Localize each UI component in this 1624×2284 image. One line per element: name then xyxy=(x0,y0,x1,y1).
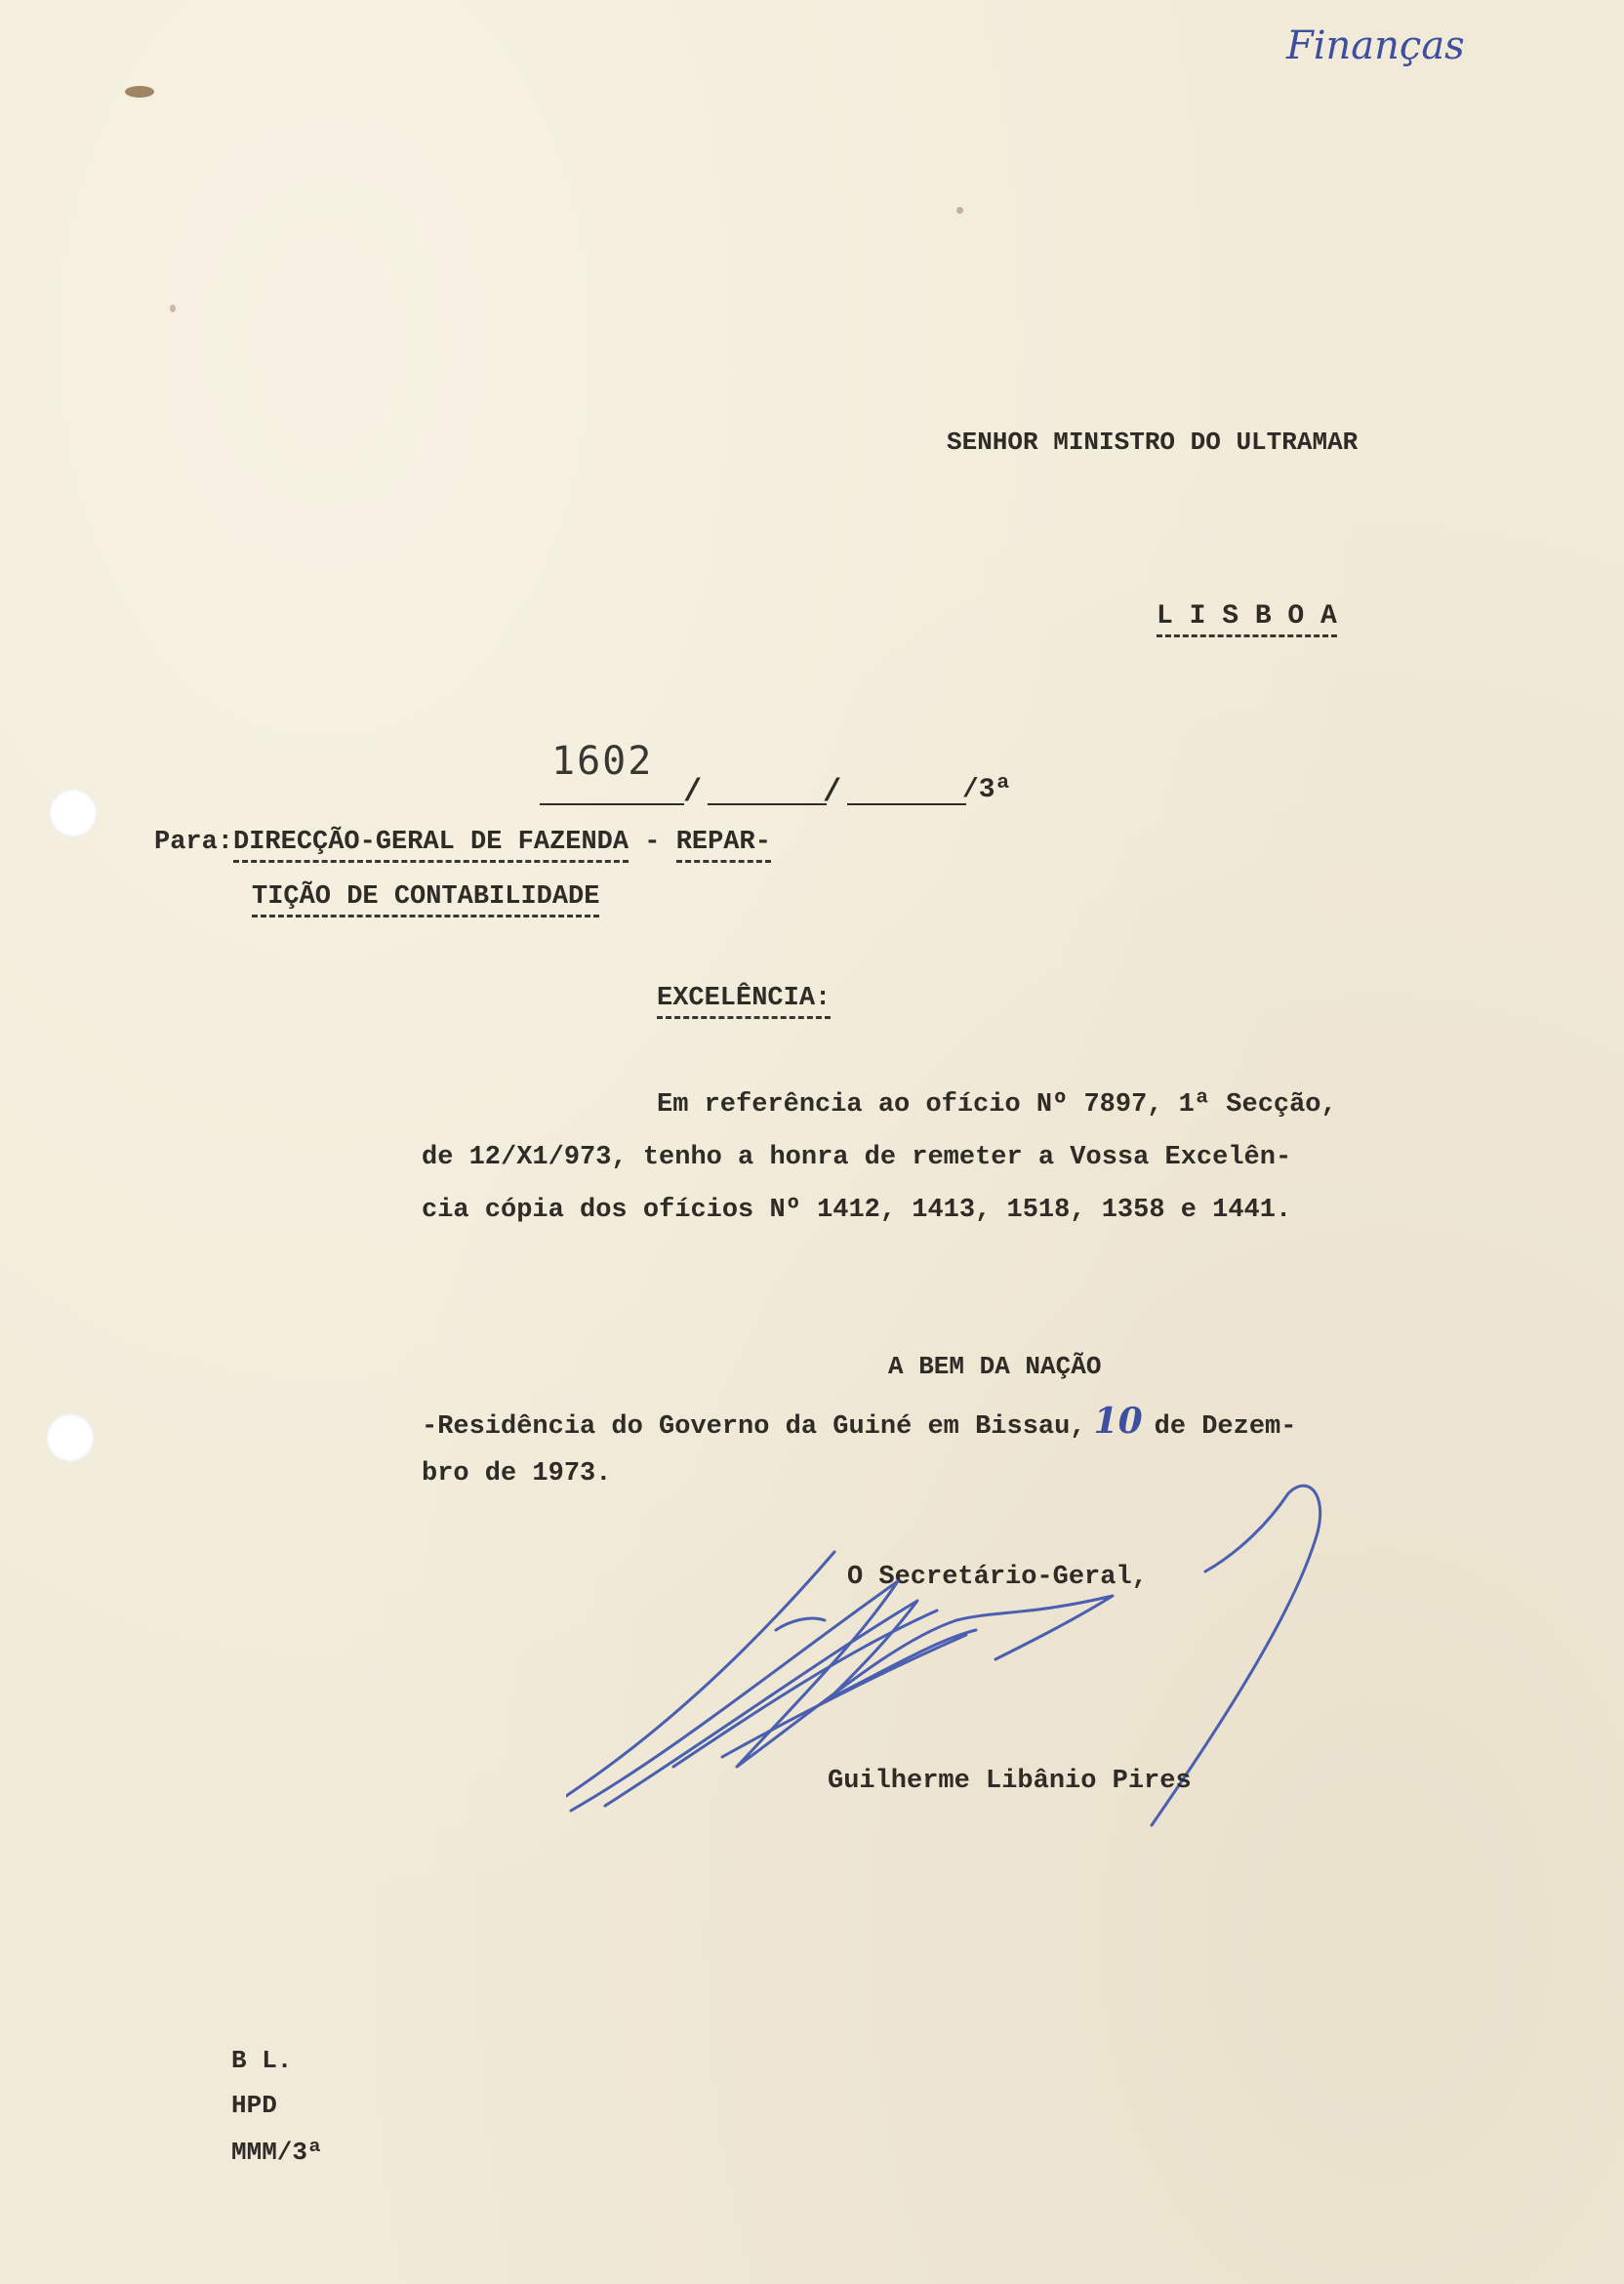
reference-number: 1602 xyxy=(551,739,654,784)
reference-slash-2: / xyxy=(823,774,842,810)
handwritten-annotation: Finanças xyxy=(1286,23,1465,68)
punch-hole-bottom xyxy=(46,1413,95,1462)
ink-blot xyxy=(125,86,154,98)
signatory-role: O Secretário-Geral, xyxy=(847,1563,1148,1592)
closing-line-2: bro de 1973. xyxy=(422,1459,612,1489)
paper-spot xyxy=(956,207,963,214)
reference-slash-1: / xyxy=(683,774,703,810)
body-line-2: de 12/X1/973, tenho a honra de remeter a Vossa Excelên- xyxy=(422,1143,1292,1172)
body-line-3: cia cópia dos ofícios Nº 1412, 1413, 1518, 1358 e 1441. xyxy=(422,1196,1292,1225)
para-recipient-a: DIRECÇÃO-GERAL DE FAZENDA xyxy=(233,830,629,863)
closing-place-suffix: de Dezem- xyxy=(1154,1412,1297,1442)
reference-rule-2 xyxy=(708,803,827,805)
handwritten-day: 10 xyxy=(1093,1401,1143,1442)
punch-hole-top xyxy=(49,789,98,837)
body-line-1: Em referência ao ofício Nº 7897, 1ª Secção, xyxy=(657,1090,1337,1120)
addressee-city xyxy=(1157,603,1337,637)
closing-line-1 xyxy=(422,1396,1296,1452)
paper-spot xyxy=(170,305,176,312)
para-separator: - xyxy=(629,828,676,857)
para-recipient-c: TIÇÃO DE CONTABILIDADE xyxy=(252,884,599,918)
initials-line-2: HPD xyxy=(231,2091,277,2120)
signatory-name: Guilherme Libânio Pires xyxy=(828,1767,1192,1796)
closing-place-prefix: -Residência do Governo da Guiné em Bissau, xyxy=(422,1412,1086,1442)
closing-motto: A BEM DA NAÇÃO xyxy=(888,1352,1102,1381)
para-recipient-b: REPAR- xyxy=(676,830,771,863)
addressee-title: SENHOR MINISTRO DO ULTRAMAR xyxy=(947,428,1359,457)
reference-rule-3 xyxy=(847,803,966,805)
salutation xyxy=(657,986,831,1019)
addressee-city-text: L I S B O A xyxy=(1157,603,1337,637)
reference-suffix: /3ª xyxy=(962,775,1012,805)
salutation-text: EXCELÊNCIA: xyxy=(657,986,831,1019)
para-label: Para: xyxy=(154,828,234,857)
para-line-1 xyxy=(154,830,771,863)
reference-rule-1 xyxy=(540,803,684,805)
initials-line-3: MMM/3ª xyxy=(231,2138,323,2167)
initials-line-1: B L. xyxy=(231,2046,293,2075)
para-line-2 xyxy=(252,884,599,918)
